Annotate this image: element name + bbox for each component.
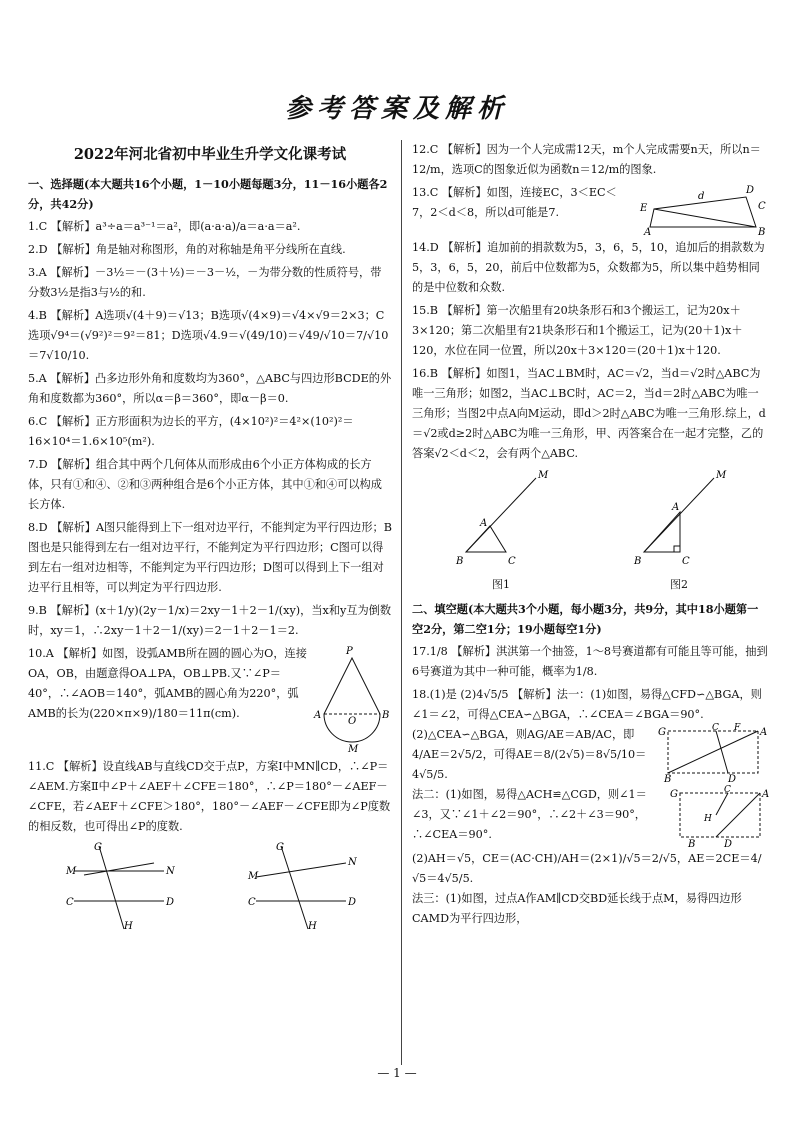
- answer-item: 5.A 【解析】凸多边形外角和度数均为360°，△ABC与四边形BCDE的外角和度数都为360°，所以α＝β＝360°，即α－β＝0.: [28, 372, 392, 405]
- answer-item-18-part: 法二：(1)如图，易得△ACH≌△CGD，则∠1＝∠3，又∵∠1＋∠2＝90°，∴∠2＋∠3＝90°，∴∠CEA＝90°.: [412, 788, 647, 841]
- svg-text:B: B: [382, 710, 390, 721]
- svg-text:B: B: [664, 774, 672, 785]
- triangle-figure-1: [446, 468, 556, 568]
- figure-1-block: [446, 468, 556, 595]
- answer-item-10-text: 10.A 【解析】如图，设弧AMB所在圆的圆心为O，连接OA，OB，由题意得OA⊥PA，OB⊥PB.又∵∠P＝40°，∴∠AOB＝140°，弧AMB的圆心角为220°，弧AMB的长为(220×π×9)/180＝11π(cm).: [28, 647, 307, 720]
- column-divider: [401, 140, 402, 1065]
- answer-item-18: [412, 685, 768, 929]
- svg-text:D: D: [166, 897, 175, 908]
- trapezoid-figure: [638, 183, 768, 238]
- arc-figure: [314, 644, 392, 754]
- figure-2-block: [624, 468, 734, 595]
- svg-text:D: D: [724, 839, 733, 850]
- right-column: [412, 140, 768, 932]
- answer-item: 8.D 【解析】A图只能得到上下一组对边平行，不能判定为平行四边形；B图也是只能得到左右一组对边平行，不能判定为平行四边形；C图可以得到左右一组对边相等，不能判定为平行四边形；D图可以得到上下一组对边平行且相等，可以判定为平行四边形.: [28, 521, 392, 594]
- figure-1-caption: 图1: [492, 578, 510, 591]
- svg-text:C: C: [66, 897, 74, 908]
- svg-text:M: M: [348, 744, 359, 755]
- svg-text:C: C: [724, 785, 731, 795]
- svg-text:M: M: [538, 470, 549, 481]
- svg-text:D: D: [746, 185, 755, 196]
- answer-item-18-row: [412, 785, 768, 849]
- left-column: [28, 140, 392, 935]
- section-heading-fill: 二、填空题(本大题共3个小题，每小题3分，共9分，其中18小题第一空2分，第二空1分；19小题每空1分): [412, 602, 759, 636]
- svg-text:d: d: [698, 191, 705, 202]
- answer-item-18-part: 18.(1)是 (2)4√5/5 【解析】法一：(1)如图，易得△CFD∽△BGA，则∠1＝∠2，可得△CEA∽△BGA，∴∠CEA＝∠BGA＝90°.: [412, 688, 762, 721]
- answer-item-10: [28, 644, 392, 754]
- svg-text:M: M: [248, 871, 259, 882]
- answer-item-13-text: 13.C 【解析】如图，连接EC，3＜EC＜7，2＜d＜8，所以d可能是7.: [412, 186, 617, 219]
- figure-2-caption: 图2: [670, 578, 688, 591]
- section-heading-choice: 一、选择题(本大题共16个小题，1－10小题每题3分，11－16小题各2分，共42分): [28, 177, 388, 211]
- answer-item: 16.B 【解析】如图1，当AC⊥BM时，AC＝√2，当d＝√2时△ABC为唯一三角形；如图2，当AC⊥BC时，AC＝2，当d＝2时△ABC为唯一三角形；当图2中点A向M运动，即d＞2时△ABC为唯一三角形.综上，d＝√2或d≥2时△ABC为唯一三角形，甲、丙答案合在一起才完整，乙的答案√2＜d＜2，会有两个△ABC.: [412, 367, 766, 460]
- svg-text:B: B: [456, 556, 464, 567]
- svg-text:N: N: [348, 857, 357, 868]
- answer-item-18-part: (2)△CEA∽△BGA，则AG/AE＝AB/AC，即4/AE＝2√5/2，可得AE＝8/(2√5)＝8√5/10＝4√5/5.: [412, 728, 647, 781]
- parallel-lines-figure-2: [246, 841, 356, 931]
- answer-item-18-part: 法三：(1)如图，过点A作AM∥CD交BD延长线于点M，易得四边形CAMD为平行四边形，: [412, 892, 742, 925]
- answer-item: 15.B 【解析】第一次船里有20块条形石和3个搬运工，记为20x＋3×120；第二次船里有21块条形石和1个搬运工，记为(20＋1)x＋120，水位在同一位置，所以20x＋3×120＝(20＋1)x＋120.: [412, 304, 743, 357]
- svg-text:B: B: [634, 556, 642, 567]
- svg-text:O: O: [348, 716, 357, 727]
- answer-item: 14.D 【解析】追加前的捐款数为5，3，6，5，10，追加后的捐款数为5，3，6，5，20，前后中位数都为5，众数都为5，所以集中趋势相同的是中位数和众数.: [412, 241, 765, 294]
- page-number: — 1 —: [377, 1066, 417, 1080]
- svg-text:H: H: [308, 921, 317, 932]
- svg-text:A: A: [480, 518, 488, 529]
- exam-title: 2022年河北省初中毕业生升学文化课考试: [73, 146, 347, 163]
- svg-text:A: A: [760, 727, 768, 738]
- svg-text:A: A: [314, 710, 322, 721]
- svg-text:P: P: [346, 646, 353, 657]
- svg-text:G: G: [670, 789, 678, 800]
- answer-item: 6.C 【解析】正方形面积为边长的平方，(4×10²)²＝4²×(10²)²＝16×10⁴＝1.6×10⁵(m²).: [28, 415, 354, 448]
- answer-item: 9.B 【解析】(x＋1/y)(2y－1/x)＝2xy－1＋2－1/(xy)，当x和y互为倒数时，xy＝1，∴2xy－1＋2－1/(xy)＝2－1＋2－1＝2.: [28, 604, 392, 637]
- svg-text:C: C: [712, 723, 719, 733]
- svg-text:M: M: [66, 866, 77, 877]
- svg-text:A: A: [672, 502, 680, 513]
- svg-text:A: A: [762, 789, 770, 800]
- svg-text:H: H: [704, 814, 712, 824]
- svg-text:H: H: [124, 921, 133, 932]
- svg-text:C: C: [682, 556, 690, 567]
- figure-row-11: [28, 841, 392, 931]
- grid-figure-2: [668, 785, 768, 849]
- answer-item-17: 17.1/8 【解析】淇淇第一个抽签，1～8号赛道都有可能且等可能，抽到6号赛道为其中一种可能，概率为1/8.: [412, 645, 768, 678]
- svg-text:B: B: [688, 839, 696, 850]
- svg-text:B: B: [758, 227, 766, 238]
- parallel-lines-figure-1: [64, 841, 174, 931]
- svg-text:M: M: [716, 470, 727, 481]
- svg-text:C: C: [758, 201, 766, 212]
- svg-text:D: D: [348, 897, 357, 908]
- grid-figure-1: [658, 725, 768, 783]
- answer-item: 3.A 【解析】－3½＝－(3＋½)＝－3－½，－为带分数的性质符号，带分数3½是指3与½的和.: [28, 266, 382, 299]
- svg-text:G: G: [276, 842, 284, 853]
- svg-text:N: N: [166, 866, 175, 877]
- answer-item: 4.B 【解析】A选项√(4＋9)＝√13；B选项√(4×9)＝√4×√9＝2×3；C选项√9⁴＝(√9²)²＝9²＝81；D选项√4.9＝√(49/10)＝√49/√10＝7/√10＝7√10/10.: [28, 309, 389, 362]
- svg-text:D: D: [728, 774, 737, 785]
- answer-item: 2.D 【解析】角是轴对称图形，角的对称轴是角平分线所在直线.: [28, 243, 346, 256]
- svg-text:G: G: [94, 842, 102, 853]
- answer-item: 12.C 【解析】因为一个人完成需12天，m个人完成需要n天，所以n＝12/m，选项C的图象近似为函数n＝12/m的图象.: [412, 143, 761, 176]
- answer-item-18-row: [412, 725, 768, 785]
- answer-item-13: [412, 183, 768, 238]
- answer-item-18-part: (2)AH＝√5，CE＝(AC·CH)/AH＝(2×1)/√5＝2/√5，AE＝2CE＝4/√5＝4√5/5.: [412, 852, 762, 885]
- answer-item: 7.D 【解析】组合其中两个几何体从而形成由6个小正方体构成的长方体，只有①和④、②和③两种组合是6个小正方体，其中①和④可以构成长方体.: [28, 458, 382, 511]
- svg-text:C: C: [248, 897, 256, 908]
- answer-item: 1.C 【解析】a³÷a＝a³⁻¹＝a²，即(a·a·a)/a＝a·a＝a².: [28, 220, 301, 233]
- svg-text:A: A: [644, 227, 652, 238]
- svg-text:G: G: [658, 727, 666, 738]
- triangle-figure-2: [624, 468, 734, 568]
- answer-item-11: 11.C 【解析】设直线AB与直线CD交于点P，方案Ⅰ中MN∥CD，∴∠P＝∠AEM.方案Ⅱ中∠P＋∠AEF＋∠CFE＝180°，∴∠P＝180°－∠AEF－∠CFE，若∠AEF＋∠CFE＞180°，180°－∠AEF－∠CFE即为∠P度数的相反数，也可得出∠P的度数.: [28, 760, 391, 833]
- figure-row-16: [412, 468, 768, 595]
- svg-text:E: E: [640, 203, 648, 214]
- svg-text:C: C: [508, 556, 516, 567]
- page-title: 参考答案及解析: [284, 94, 509, 124]
- svg-text:F: F: [734, 723, 741, 733]
